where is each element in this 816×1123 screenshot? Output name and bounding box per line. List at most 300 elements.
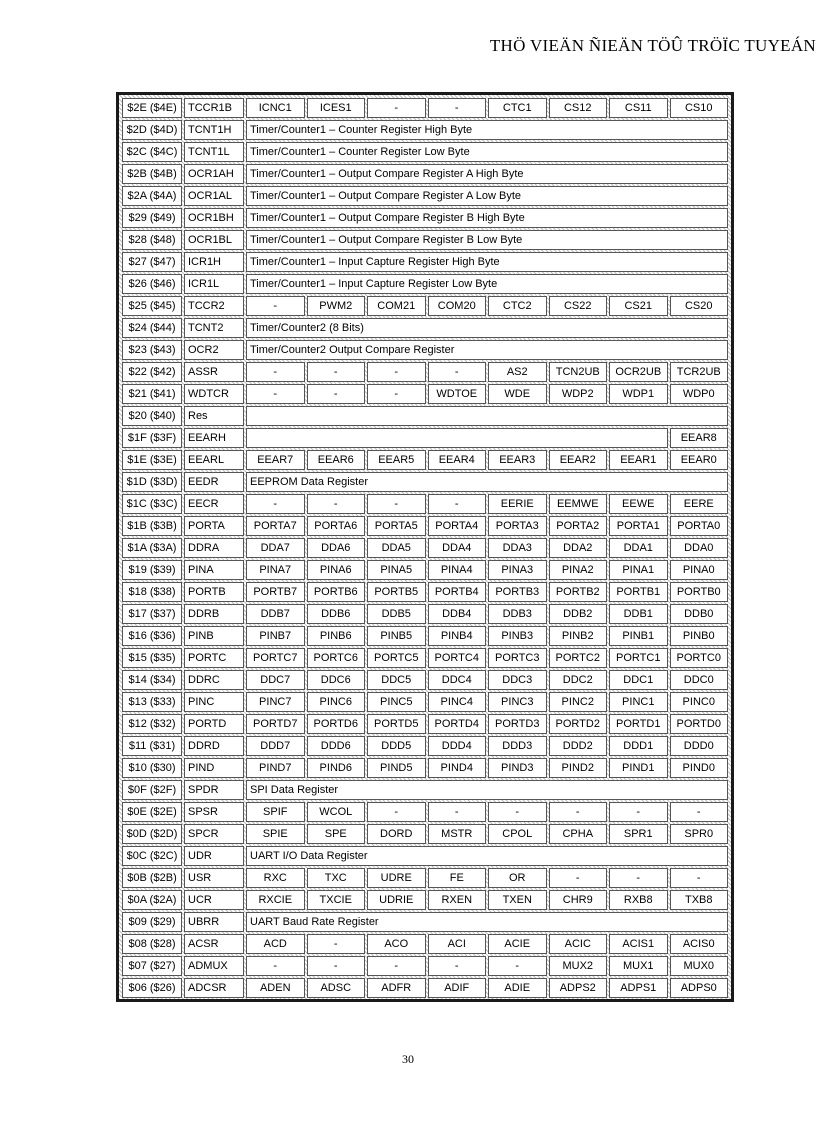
register-bit: DDA4 [428, 538, 487, 558]
register-bit: ACIS1 [609, 934, 668, 954]
register-address: $14 ($34) [122, 670, 182, 690]
register-bit: DDA0 [670, 538, 729, 558]
register-bit: - [670, 868, 729, 888]
register-bit: PINC0 [670, 692, 729, 712]
register-bit: ICNC1 [246, 98, 305, 118]
register-bit: DDD6 [307, 736, 366, 756]
register-bit: PORTB1 [609, 582, 668, 602]
table-row [122, 362, 728, 382]
register-address: $1F ($3F) [122, 428, 182, 448]
register-bit: EEAR4 [428, 450, 487, 470]
register-bit: CS22 [549, 296, 608, 316]
register-bit: ACIC [549, 934, 608, 954]
register-address: $09 ($29) [122, 912, 182, 932]
register-bit: DDA5 [367, 538, 426, 558]
register-description: Timer/Counter1 – Output Compare Register A Low Byte [246, 186, 728, 206]
table-row [122, 846, 728, 866]
register-bit: PINA4 [428, 560, 487, 580]
register-bit: - [428, 494, 487, 514]
register-description: UART Baud Rate Register [246, 912, 728, 932]
table-row [122, 274, 728, 294]
register-bit: PINB6 [307, 626, 366, 646]
table-row [122, 978, 728, 998]
register-bit: DDA6 [307, 538, 366, 558]
register-name: ICR1L [184, 274, 244, 294]
register-bit: EEWE [609, 494, 668, 514]
register-name: PORTD [184, 714, 244, 734]
register-bit: PORTA3 [488, 516, 547, 536]
register-bit: PIND7 [246, 758, 305, 778]
register-bit: DDC6 [307, 670, 366, 690]
table-row [122, 692, 728, 712]
register-name: SPDR [184, 780, 244, 800]
table-row [122, 318, 728, 338]
register-name: ACSR [184, 934, 244, 954]
table-row [122, 582, 728, 602]
register-address: $13 ($33) [122, 692, 182, 712]
register-bit: PORTB3 [488, 582, 547, 602]
table-row [122, 516, 728, 536]
register-bit: PORTB7 [246, 582, 305, 602]
register-bit: DDD3 [488, 736, 547, 756]
register-address: $0E ($2E) [122, 802, 182, 822]
register-bit: PIND2 [549, 758, 608, 778]
register-bit: PORTA4 [428, 516, 487, 536]
table-row [122, 912, 728, 932]
register-bit: PORTB6 [307, 582, 366, 602]
register-address: $0D ($2D) [122, 824, 182, 844]
register-name: USR [184, 868, 244, 888]
register-bit: - [367, 802, 426, 822]
register-bit: DDC2 [549, 670, 608, 690]
register-description [246, 406, 728, 426]
register-address: $12 ($32) [122, 714, 182, 734]
register-bit: PORTC2 [549, 648, 608, 668]
register-bit: CS21 [609, 296, 668, 316]
register-description: Timer/Counter2 (8 Bits) [246, 318, 728, 338]
register-address: $1D ($3D) [122, 472, 182, 492]
register-bit: EEAR0 [670, 450, 729, 470]
table-row [122, 208, 728, 228]
register-name: PIND [184, 758, 244, 778]
register-bit: DDB5 [367, 604, 426, 624]
register-description: Timer/Counter1 – Input Capture Register High Byte [246, 252, 728, 272]
register-bit: DDB6 [307, 604, 366, 624]
register-name: ADCSR [184, 978, 244, 998]
register-table-body [122, 98, 728, 998]
table-row [122, 648, 728, 668]
register-bit: PORTC3 [488, 648, 547, 668]
register-bit: PINB0 [670, 626, 729, 646]
table-row [122, 164, 728, 184]
register-bit: WDTOE [428, 384, 487, 404]
table-row [122, 472, 728, 492]
register-bit: CS12 [549, 98, 608, 118]
register-bit: RXCIE [246, 890, 305, 910]
register-bit: - [488, 802, 547, 822]
register-bit: PINA7 [246, 560, 305, 580]
register-bit: ACI [428, 934, 487, 954]
page-number: 30 [402, 1052, 414, 1066]
register-bit: - [670, 802, 729, 822]
register-bit: EEAR8 [670, 428, 729, 448]
register-bit: EEAR1 [609, 450, 668, 470]
register-address: $1B ($3B) [122, 516, 182, 536]
register-bit: ADPS1 [609, 978, 668, 998]
register-bit: MUX2 [549, 956, 608, 976]
table-row [122, 230, 728, 250]
register-bit: - [609, 868, 668, 888]
register-bit: PINB7 [246, 626, 305, 646]
register-address: $11 ($31) [122, 736, 182, 756]
register-bit: PINC7 [246, 692, 305, 712]
register-bit: PORTD3 [488, 714, 547, 734]
register-bit: DDB4 [428, 604, 487, 624]
register-bit: PORTD6 [307, 714, 366, 734]
register-name: UDR [184, 846, 244, 866]
register-bit: WCOL [307, 802, 366, 822]
table-row [122, 296, 728, 316]
register-description: SPI Data Register [246, 780, 728, 800]
register-name: EEARH [184, 428, 244, 448]
register-bit: - [549, 802, 608, 822]
register-bit: DDA3 [488, 538, 547, 558]
register-address: $0F ($2F) [122, 780, 182, 800]
register-bit: PORTA1 [609, 516, 668, 536]
register-bit: EEAR5 [367, 450, 426, 470]
register-bit: - [367, 362, 426, 382]
register-bit: - [428, 956, 487, 976]
register-bit: PINC1 [609, 692, 668, 712]
register-bit: CTC2 [488, 296, 547, 316]
register-address: $29 ($49) [122, 208, 182, 228]
register-bit: ICES1 [307, 98, 366, 118]
register-bit: SPR0 [670, 824, 729, 844]
register-name: ADMUX [184, 956, 244, 976]
register-bit: PORTD0 [670, 714, 729, 734]
table-row [122, 186, 728, 206]
register-bit: PORTA6 [307, 516, 366, 536]
register-bit: COM21 [367, 296, 426, 316]
register-name: PINA [184, 560, 244, 580]
register-bit: DDD2 [549, 736, 608, 756]
register-description: Timer/Counter1 – Output Compare Register A High Byte [246, 164, 728, 184]
register-bit: - [246, 956, 305, 976]
register-bit: AS2 [488, 362, 547, 382]
register-bit: PORTC4 [428, 648, 487, 668]
register-name: DDRB [184, 604, 244, 624]
register-bit: - [307, 362, 366, 382]
register-bit: - [246, 494, 305, 514]
register-bit: CS10 [670, 98, 729, 118]
register-name: DDRC [184, 670, 244, 690]
register-address: $25 ($45) [122, 296, 182, 316]
register-address: $2D ($4D) [122, 120, 182, 140]
register-bit: PINA6 [307, 560, 366, 580]
register-bit: PIND0 [670, 758, 729, 778]
register-bit: ADIE [488, 978, 547, 998]
register-bit: DDD5 [367, 736, 426, 756]
register-bit: TXB8 [670, 890, 729, 910]
register-bit: PIND1 [609, 758, 668, 778]
register-bit: CHR9 [549, 890, 608, 910]
register-bit: ACIS0 [670, 934, 729, 954]
register-address: $1C ($3C) [122, 494, 182, 514]
register-name: DDRA [184, 538, 244, 558]
register-address: $0A ($2A) [122, 890, 182, 910]
register-bit: CPOL [488, 824, 547, 844]
register-bit: PINB3 [488, 626, 547, 646]
register-bit: PORTB0 [670, 582, 729, 602]
register-name: Res [184, 406, 244, 426]
register-bit: PINC6 [307, 692, 366, 712]
register-address: $07 ($27) [122, 956, 182, 976]
register-address: $0B ($2B) [122, 868, 182, 888]
table-row [122, 538, 728, 558]
register-bit: - [307, 956, 366, 976]
register-bit: TXCIE [307, 890, 366, 910]
register-bit: DDD7 [246, 736, 305, 756]
table-row [122, 780, 728, 800]
register-address: $2C ($4C) [122, 142, 182, 162]
register-bit: PORTC1 [609, 648, 668, 668]
register-bit: EERIE [488, 494, 547, 514]
register-address: $26 ($46) [122, 274, 182, 294]
table-row [122, 868, 728, 888]
register-bit: PORTD4 [428, 714, 487, 734]
register-bit: - [609, 802, 668, 822]
register-address: $1A ($3A) [122, 538, 182, 558]
register-bit: DDA1 [609, 538, 668, 558]
register-bit: PINC5 [367, 692, 426, 712]
table-row [122, 890, 728, 910]
register-bit: CTC1 [488, 98, 547, 118]
register-bit: - [246, 362, 305, 382]
register-address: $20 ($40) [122, 406, 182, 426]
register-bit: FE [428, 868, 487, 888]
register-bit: PINA0 [670, 560, 729, 580]
table-row [122, 626, 728, 646]
register-name: UCR [184, 890, 244, 910]
register-bit: PINC4 [428, 692, 487, 712]
register-address: $21 ($41) [122, 384, 182, 404]
register-bit: DDB3 [488, 604, 547, 624]
register-bit: RXC [246, 868, 305, 888]
register-bit: MUX0 [670, 956, 729, 976]
register-bit: - [367, 494, 426, 514]
register-name: EEARL [184, 450, 244, 470]
table-row [122, 384, 728, 404]
table-row [122, 98, 728, 118]
register-bit: DDC3 [488, 670, 547, 690]
register-bit: ADIF [428, 978, 487, 998]
page-header-title: THÖ VIEÄN ÑIEÄN TÖÛ TRÖÏC TUYEÁN [489, 36, 816, 55]
register-description: EEPROM Data Register [246, 472, 728, 492]
register-address: $10 ($30) [122, 758, 182, 778]
register-bit: DDC1 [609, 670, 668, 690]
register-bit: - [367, 98, 426, 118]
register-bit: CPHA [549, 824, 608, 844]
register-table [120, 96, 730, 1000]
register-name: OCR1AL [184, 186, 244, 206]
table-row [122, 758, 728, 778]
register-address: $1E ($3E) [122, 450, 182, 470]
register-bit: - [307, 934, 366, 954]
register-description: Timer/Counter2 Output Compare Register [246, 340, 728, 360]
register-bit: ADFR [367, 978, 426, 998]
register-name: OCR1BH [184, 208, 244, 228]
register-bit: EEAR7 [246, 450, 305, 470]
register-address: $27 ($47) [122, 252, 182, 272]
register-address: $28 ($48) [122, 230, 182, 250]
register-bit: PINA2 [549, 560, 608, 580]
register-bit: RXEN [428, 890, 487, 910]
register-bit: PORTC6 [307, 648, 366, 668]
table-row [122, 428, 728, 448]
register-bit: TCR2UB [670, 362, 729, 382]
register-bit: SPE [307, 824, 366, 844]
register-bit: PINC2 [549, 692, 608, 712]
register-bit: ACIE [488, 934, 547, 954]
table-row [122, 956, 728, 976]
register-description: Timer/Counter1 – Output Compare Register B High Byte [246, 208, 728, 228]
register-bit: RXB8 [609, 890, 668, 910]
register-address: $15 ($35) [122, 648, 182, 668]
register-description: Timer/Counter1 – Output Compare Register B Low Byte [246, 230, 728, 250]
register-bit: SPR1 [609, 824, 668, 844]
table-row [122, 714, 728, 734]
register-bit: ADPS2 [549, 978, 608, 998]
register-bit: DDC7 [246, 670, 305, 690]
table-row [122, 934, 728, 954]
register-bit: DDD4 [428, 736, 487, 756]
register-name: UBRR [184, 912, 244, 932]
register-bit: PORTC5 [367, 648, 426, 668]
register-address: $16 ($36) [122, 626, 182, 646]
register-bit: - [428, 98, 487, 118]
register-bit: DDB7 [246, 604, 305, 624]
register-description: UART I/O Data Register [246, 846, 728, 866]
register-bit: PIND6 [307, 758, 366, 778]
register-name: SPCR [184, 824, 244, 844]
register-name: PORTA [184, 516, 244, 536]
table-row [122, 450, 728, 470]
register-bit: UDRE [367, 868, 426, 888]
register-address: $22 ($42) [122, 362, 182, 382]
register-bit: PINB2 [549, 626, 608, 646]
register-bit: DDD0 [670, 736, 729, 756]
table-row [122, 494, 728, 514]
register-bit: DDB1 [609, 604, 668, 624]
register-bit: DDB2 [549, 604, 608, 624]
register-bit: PORTA7 [246, 516, 305, 536]
register-bit: DDB0 [670, 604, 729, 624]
register-bit: CS20 [670, 296, 729, 316]
register-name: ASSR [184, 362, 244, 382]
register-bit: SPIF [246, 802, 305, 822]
table-row [122, 340, 728, 360]
register-bit: DORD [367, 824, 426, 844]
register-bit: PORTA5 [367, 516, 426, 536]
register-bit: DDC4 [428, 670, 487, 690]
register-address: $18 ($38) [122, 582, 182, 602]
register-bit: PINB4 [428, 626, 487, 646]
register-address: $2A ($4A) [122, 186, 182, 206]
register-bit: PINA1 [609, 560, 668, 580]
register-bit: PORTC7 [246, 648, 305, 668]
register-bit: EERE [670, 494, 729, 514]
register-bit: ADEN [246, 978, 305, 998]
register-bit: CS11 [609, 98, 668, 118]
register-description: Timer/Counter1 – Counter Register Low Byte [246, 142, 728, 162]
register-bit: PORTB4 [428, 582, 487, 602]
register-bit: PORTB2 [549, 582, 608, 602]
register-address: $24 ($44) [122, 318, 182, 338]
register-bit: PINA3 [488, 560, 547, 580]
register-bit: - [428, 802, 487, 822]
register-bit: MSTR [428, 824, 487, 844]
register-name: PINB [184, 626, 244, 646]
register-bit: - [367, 956, 426, 976]
register-bit: TCN2UB [549, 362, 608, 382]
register-bit: PINC3 [488, 692, 547, 712]
register-address: $06 ($26) [122, 978, 182, 998]
register-bit: PORTD5 [367, 714, 426, 734]
register-bit: DDD1 [609, 736, 668, 756]
table-row [122, 824, 728, 844]
table-row [122, 670, 728, 690]
register-name: OCR2 [184, 340, 244, 360]
register-bit: PORTA2 [549, 516, 608, 536]
register-bit: - [488, 956, 547, 976]
register-bit: - [307, 494, 366, 514]
register-bit: PORTD7 [246, 714, 305, 734]
register-bit: UDRIE [367, 890, 426, 910]
register-address: $2E ($4E) [122, 98, 182, 118]
register-bit: - [428, 362, 487, 382]
register-bit: PIND4 [428, 758, 487, 778]
register-bit: ADSC [307, 978, 366, 998]
register-description [246, 428, 668, 448]
register-name: DDRD [184, 736, 244, 756]
register-description: Timer/Counter1 – Input Capture Register Low Byte [246, 274, 728, 294]
register-bit: MUX1 [609, 956, 668, 976]
register-bit: WDP1 [609, 384, 668, 404]
register-bit: ADPS0 [670, 978, 729, 998]
register-bit: DDA2 [549, 538, 608, 558]
register-name: EEDR [184, 472, 244, 492]
register-bit: WDP0 [670, 384, 729, 404]
register-bit: - [246, 384, 305, 404]
register-name: TCCR1B [184, 98, 244, 118]
register-bit: COM20 [428, 296, 487, 316]
table-row [122, 252, 728, 272]
register-bit: EEMWE [549, 494, 608, 514]
register-bit: PINB1 [609, 626, 668, 646]
register-address: $23 ($43) [122, 340, 182, 360]
register-name: OCR1BL [184, 230, 244, 250]
register-bit: WDE [488, 384, 547, 404]
register-bit: - [246, 296, 305, 316]
register-address: $0C ($2C) [122, 846, 182, 866]
register-bit: PINB5 [367, 626, 426, 646]
register-bit: PWM2 [307, 296, 366, 316]
register-name: OCR1AH [184, 164, 244, 184]
register-name: PORTC [184, 648, 244, 668]
register-bit: EEAR2 [549, 450, 608, 470]
register-bit: PORTD1 [609, 714, 668, 734]
register-description: Timer/Counter1 – Counter Register High Byte [246, 120, 728, 140]
